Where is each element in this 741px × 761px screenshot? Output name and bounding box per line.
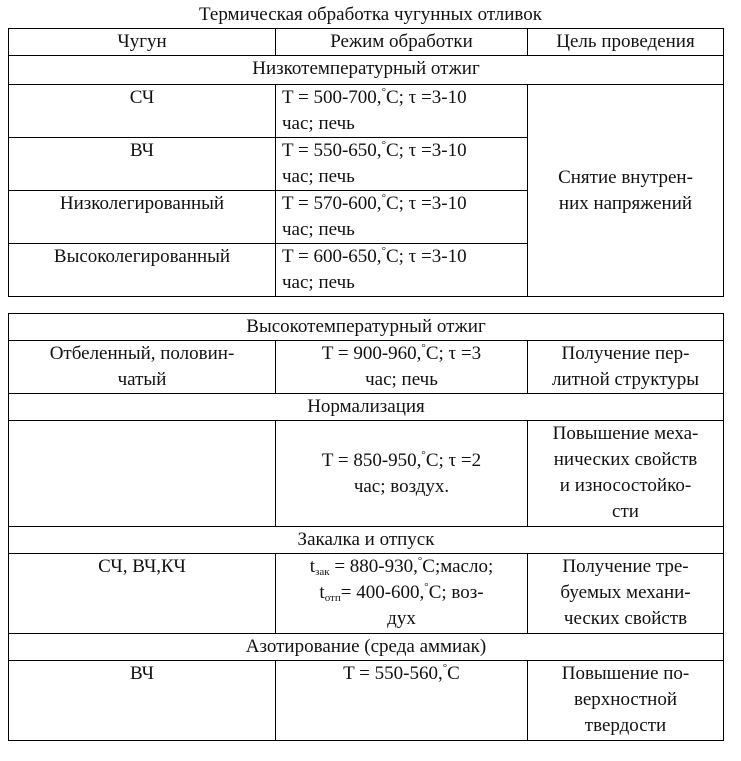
purpose-cell-low-temp: Снятие внутрен- них напряжений [528,85,724,297]
iron-cell: ВЧ [9,661,276,741]
table-row [9,421,724,527]
section-high-temp: Высокотемпературный отжиг [9,314,724,341]
purpose-cell: Получение пер- литной структуры [528,341,724,394]
low-temp-table [8,28,724,297]
iron-cell: СЧ [9,85,276,138]
iron-cell: Высоколегированный [9,244,276,297]
mode-cell: T = 550-650,°C; τ =3-10 час; печь [276,138,528,191]
table-row [9,661,724,741]
iron-cell: Низколегированный [9,191,276,244]
mode-cell: T = 600-650,°C; τ =3-10 час; печь [276,244,528,297]
mode-cell: T = 500-700,°C; τ =3-10 час; печь [276,85,528,138]
mode-cell: T = 570-600,°C; τ =3-10 час; печь [276,191,528,244]
other-treatments-table [8,313,724,741]
table-row [9,554,724,634]
table-row [9,341,724,394]
table-title: Термическая обработка чугунных отливок [199,4,542,25]
mode-cell: T = 850-950,°C; τ =2 час; воздух. [276,421,528,527]
mode-cell: T = 900-960,°C; τ =3 час; печь [276,341,528,394]
table-row [9,85,724,138]
iron-cell: ВЧ [9,138,276,191]
purpose-cell: Повышение меха- нических свойств и износостойко- сти [528,421,724,527]
section-normalization: Нормализация [9,394,724,421]
header-purpose: Цель проведения [528,29,724,56]
header-mode: Режим обработки [276,29,528,56]
purpose-cell: Повышение по- верхностной твердости [528,661,724,741]
iron-cell: СЧ, ВЧ,КЧ [9,554,276,634]
section-quench: Закалка и отпуск [9,527,724,554]
section-low-temp: Низкотемпературный отжиг [9,56,724,85]
mode-cell: $t_{зак}$ = 880-930,°C;масло; $t_{отп}= 400-600,^\circ C$; воз- дух [276,554,528,634]
iron-cell-empty [9,421,276,527]
header-iron: Чугун [9,29,276,56]
purpose-cell: Получение тре- буемых механи- ческих свойств [528,554,724,634]
iron-cell: Отбеленный, половин- чатый [9,341,276,394]
section-nitriding: Азотирование (среда аммиак) [9,634,724,661]
mode-cell: T = 550-560,°C [276,661,528,741]
